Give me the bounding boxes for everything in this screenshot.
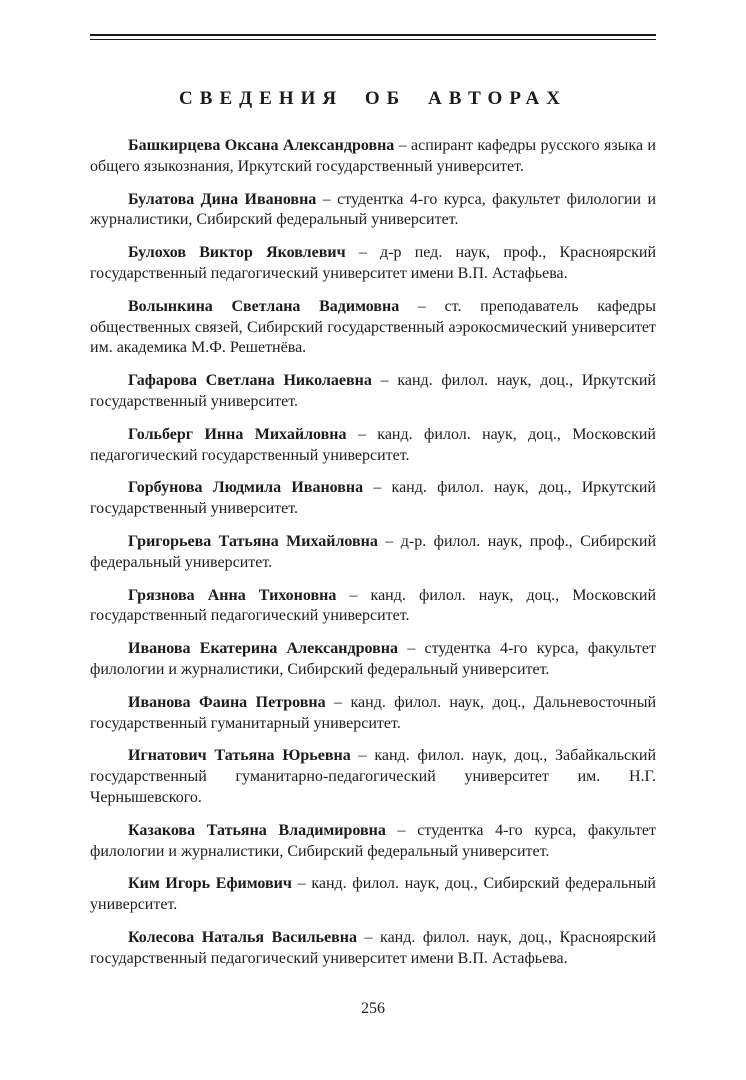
page-number: 256 [361, 1000, 385, 1017]
author-name: Ким Игорь Ефимович [128, 875, 292, 893]
author-entry [90, 297, 656, 359]
author-name: Горбунова Людмила Ивановна [128, 479, 364, 497]
author-description: – канд. филол. наук, доц., Московский государственный педагогический университет. [90, 586, 656, 625]
page-title: СВЕДЕНИЯ ОБ АВТОРАХ [179, 88, 567, 109]
author-entry [90, 821, 656, 863]
author-description: – канд. филол. наук, доц., Дальневосточный государственный гуманитарный университет. [90, 693, 656, 732]
author-entry [90, 874, 656, 916]
author-description: – канд. филол. наук, доц., Забайкальский государственный гуманитарно-педагогический университет им. Н.Г. Чернышевского. [90, 747, 656, 806]
author-description: – канд. филол. наук, доц., Иркутский государственный университет. [90, 479, 656, 518]
author-description: – д-р пед. наук, проф., Красноярский государственный педагогический университет имени В.П. Астафьева. [90, 244, 656, 282]
author-entry [90, 425, 656, 467]
author-entry [90, 190, 656, 232]
author-name: Грязнова Анна Тихоновна [128, 586, 337, 604]
header-rule [90, 34, 656, 40]
author-name: Игнатович Татьяна Юрьевна [128, 747, 351, 765]
author-description: – канд. филол. наук, доц., Сибирский федеральный университет. [90, 875, 656, 914]
author-name: Гафарова Светлана Николаевна [128, 372, 372, 390]
author-name: Булохов Виктор Яковлевич [128, 244, 346, 262]
author-entry [90, 693, 656, 735]
author-entry [90, 746, 656, 808]
author-description: – д-р. филол. наук, проф., Сибирский федеральный университет. [90, 532, 657, 571]
author-name: Гольберг Инна Михайловна [128, 425, 347, 443]
author-entry [90, 136, 656, 178]
author-name: Казакова Татьяна Владимировна [128, 821, 386, 839]
author-name: Григорьева Татьяна Михайловна [128, 532, 378, 550]
author-entry [90, 243, 656, 285]
author-name: Иванова Екатерина Александровна [128, 640, 398, 658]
author-description: – студентка 4-го курса, факультет филологии и журналистики, Сибирский федеральный университет. [90, 190, 656, 229]
author-name: Булатова Дина Ивановна [128, 190, 317, 208]
author-name: Колесова Наталья Васильевна [128, 928, 357, 946]
author-name: Башкирцева Оксана Александровна [128, 137, 395, 154]
author-description: – канд. филол. наук, доц., Иркутский государственный университет. [90, 372, 656, 410]
author-entry [90, 532, 656, 574]
author-entry [90, 639, 656, 681]
author-entry [90, 371, 656, 413]
author-description: – канд. филол. наук, доц., Московский педагогический государственный университет. [90, 425, 656, 464]
author-description: – аспирант кафедры русского языка и общего языкознания, Иркутский государственный университет. [90, 137, 656, 175]
author-name: Иванова Фаина Петровна [128, 693, 326, 711]
author-name: Волынкина Светлана Вадимовна [128, 297, 400, 315]
author-description: – студентка 4-го курса, факультет филологии и журналистики, Сибирский федеральный университет. [90, 640, 657, 678]
author-entry [90, 928, 656, 970]
author-description: – ст. преподаватель кафедры общественных связей, Сибирский государственный аэрокосмический университет им. академика М.Ф. Решетнёва. [90, 297, 656, 357]
author-entry [90, 586, 656, 628]
author-description: – канд. филол. наук, доц., Красноярский государственный педагогический университет имени В.П. Астафьева. [90, 928, 657, 967]
author-description: – студентка 4-го курса, факультет филологии и журналистики, Сибирский федеральный университет. [90, 821, 657, 860]
author-entry [90, 478, 656, 520]
